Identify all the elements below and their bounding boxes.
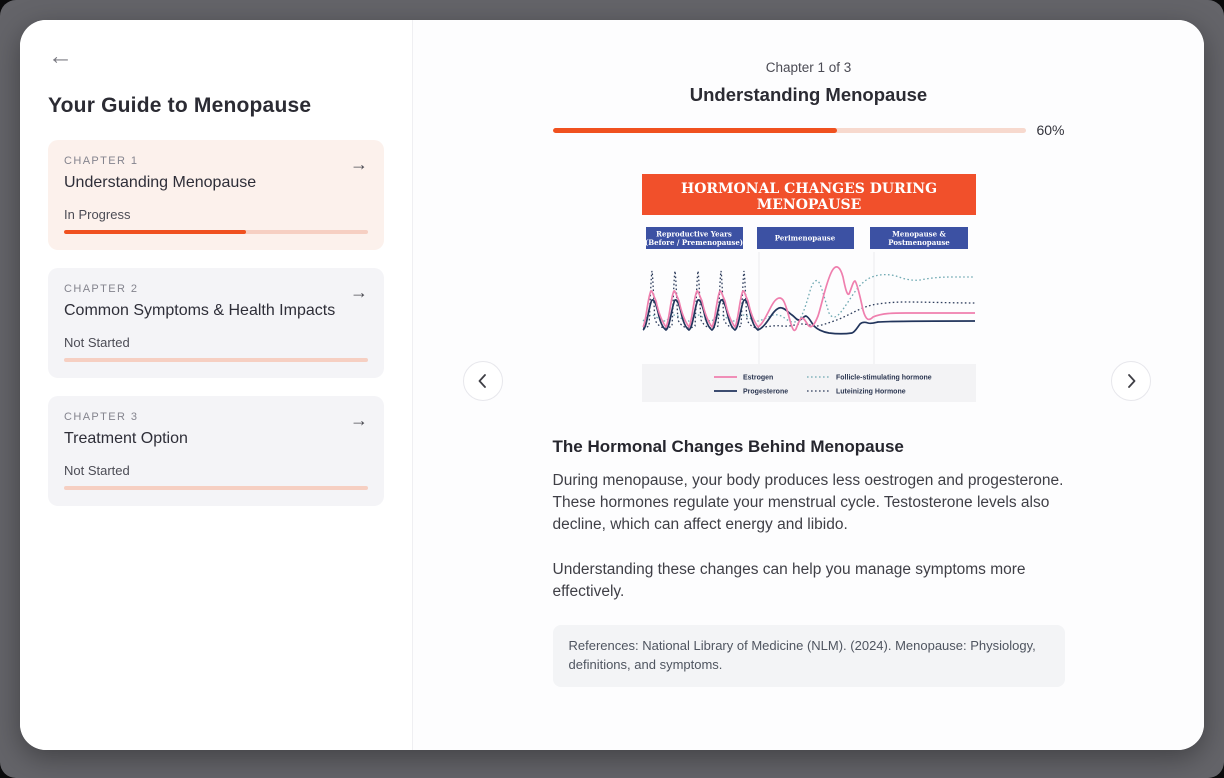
chapter-card-header (64, 283, 368, 320)
main-content (413, 20, 1204, 750)
chapter-card-3[interactable] (48, 396, 384, 506)
chapter-label: CHAPTER 1 (64, 155, 139, 167)
body-paragraph: Understanding these changes can help you manage symptoms more effectively. (552, 561, 1026, 600)
phase3-label-line1: Menopause & (891, 229, 946, 239)
chapter-progress-fill (64, 230, 246, 234)
back-arrow-icon: ← (48, 42, 73, 70)
phase3-label-line2: Postmenopause (887, 238, 950, 247)
chapter-indicator: Chapter 1 of 3 (765, 60, 852, 75)
lesson-title: Understanding Menopause (689, 84, 928, 105)
chapter-card-header (64, 155, 368, 192)
chapter-label: CHAPTER 2 (64, 283, 139, 295)
chapter-card-header (64, 411, 368, 448)
chapter-title: Understanding Menopause (64, 174, 257, 191)
chapter-status: Not Started (64, 463, 130, 478)
chart-legend (642, 364, 976, 402)
arrow-right-icon: → (350, 282, 368, 302)
references-note: References: National Library of Medicine (NLM). (2024). Menopause: Physiology, definitions, and symptoms. (553, 625, 1065, 687)
chart-title-line2: MENOPAUSE (756, 197, 861, 213)
phase1-label-line1: Reproductive Years (655, 229, 732, 239)
legend-label-estrogen: Estrogen (742, 374, 773, 382)
chapter-label: CHAPTER 3 (64, 411, 139, 423)
chapter-title: Common Symptoms & Health Impacts (64, 302, 336, 319)
chapter-title: Treatment Option (64, 430, 188, 447)
progress-percent: 60% (1036, 122, 1065, 138)
chevron-left-icon (473, 371, 493, 391)
section-heading: The Hormonal Changes Behind Menopause (552, 437, 904, 456)
legend-label-lh: Luteinizing Hormone (835, 388, 906, 396)
legend-label-fsh: Follicle-stimulating hormone (835, 374, 932, 382)
hormone-chart-figure (642, 174, 976, 407)
hormone-chart (642, 174, 976, 402)
chapter-status: Not Started (64, 335, 130, 350)
back-button[interactable] (48, 44, 73, 69)
body-paragraph: During menopause, your body produces less oestrogen and progesterone. These hormones regulate your menstrual cycle. Testosterone levels also decline, which can affect energy and libido. (552, 472, 1064, 533)
arrow-right-icon: → (350, 154, 368, 174)
chapter-card-1[interactable] (48, 140, 384, 250)
chevron-right-icon (1121, 371, 1141, 391)
chapter-progress-track (64, 358, 368, 362)
app-window (20, 20, 1204, 750)
chapter-progress-track (64, 230, 368, 234)
chart-title-line1: HORMONAL CHANGES DURING (680, 181, 937, 197)
lesson-progress-track (553, 128, 1027, 133)
phase2-label: Perimenopause (774, 233, 835, 243)
previous-button[interactable] (463, 361, 503, 401)
arrow-right-icon: → (350, 410, 368, 430)
chapter-status: In Progress (64, 207, 131, 222)
phase1-label-line2: (Before / Premenopause) (644, 238, 743, 247)
guide-title: Your Guide to Menopause (48, 94, 312, 117)
next-button[interactable] (1111, 361, 1151, 401)
chapter-card-2[interactable] (48, 268, 384, 378)
lesson-progress (553, 122, 1065, 138)
legend-label-progesterone: Progesterone (742, 388, 788, 396)
lesson-progress-fill (553, 128, 837, 133)
chapter-progress-track (64, 486, 368, 490)
sidebar (20, 20, 413, 750)
